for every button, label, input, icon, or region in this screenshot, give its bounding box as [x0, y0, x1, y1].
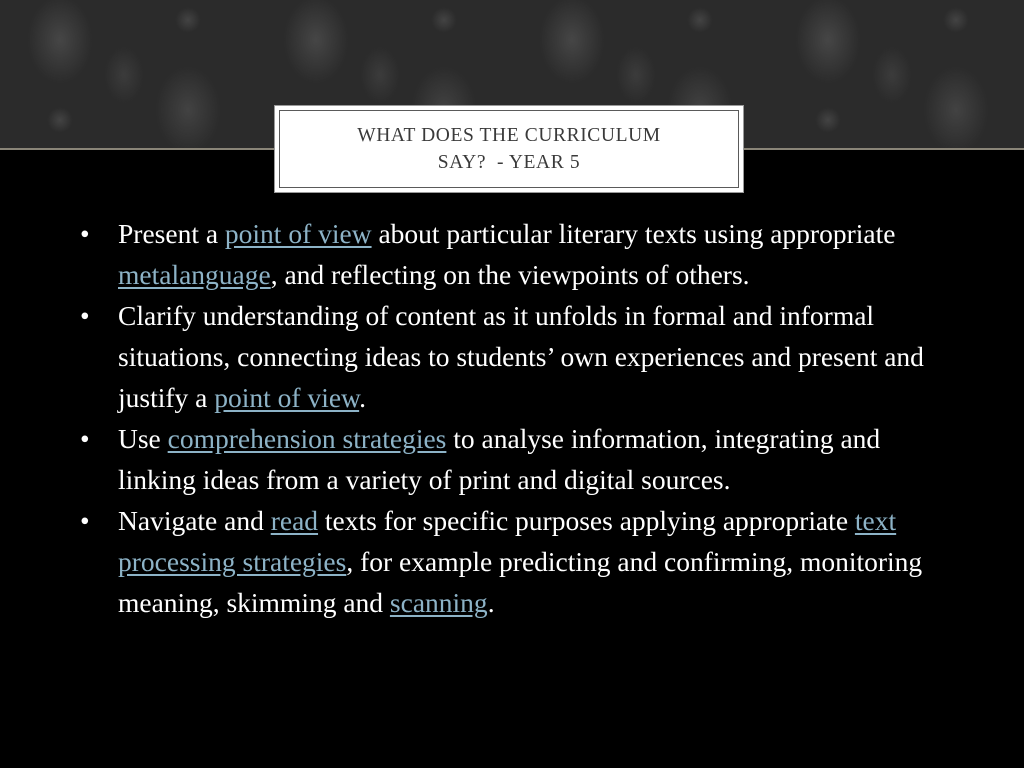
bullet-item-1: [80, 213, 960, 295]
bullet-icon: •: [80, 300, 90, 331]
bullet-1-text-a: Present a: [118, 218, 225, 249]
slide-body: [80, 213, 960, 623]
bullet-4-text-a: Navigate and: [118, 505, 271, 536]
link-point-of-view[interactable]: point of view: [224, 218, 372, 249]
bullet-list: [80, 213, 960, 623]
bullet-icon: •: [80, 218, 90, 249]
bullet-3-text-a: Use: [118, 423, 168, 454]
bullet-icon: •: [80, 423, 90, 454]
link-read[interactable]: read: [270, 505, 319, 536]
bullet-item-2: [80, 295, 960, 418]
bullet-icon: •: [80, 505, 90, 536]
bullet-4-text-c: , for example predicting and confirming, monitoring meaning, skimming and: [118, 546, 923, 618]
bullet-1-text-c: , and reflecting on the viewpoints of others.: [270, 259, 750, 290]
slide-title-frame: [279, 110, 739, 188]
bullet-2-text-b: .: [359, 382, 366, 413]
slide-title-line-2: SAY? - YEAR 5: [437, 152, 581, 173]
link-comprehension-strategies[interactable]: comprehension strategies: [167, 423, 447, 454]
slide-title-line-1: WHAT DOES THE CURRICULUM: [357, 125, 661, 146]
bullet-2-text-a: Clarify understanding of content as it unfolds in formal and informal situations, connecting ideas to students’ own experiences and present and justify a: [118, 300, 924, 413]
link-point-of-view-2[interactable]: point of view: [214, 382, 360, 413]
slide-title: [357, 122, 660, 176]
slide-title-box: [274, 105, 744, 193]
link-scanning[interactable]: scanning: [389, 587, 488, 618]
link-text-processing-strategies[interactable]: text processing strategies: [118, 505, 897, 577]
link-metalanguage[interactable]: metalanguage: [118, 259, 271, 290]
bullet-4-text-b: texts for specific purposes applying appropriate: [318, 505, 855, 536]
bullet-1-text-b: about particular literary texts using appropriate: [371, 218, 896, 249]
bullet-3-text-b: to analyse information, integrating and linking ideas from a variety of print and digital sources.: [118, 423, 881, 495]
bullet-4-text-d: .: [487, 587, 495, 618]
bullet-item-4: [80, 500, 960, 623]
bullet-item-3: [80, 418, 960, 500]
